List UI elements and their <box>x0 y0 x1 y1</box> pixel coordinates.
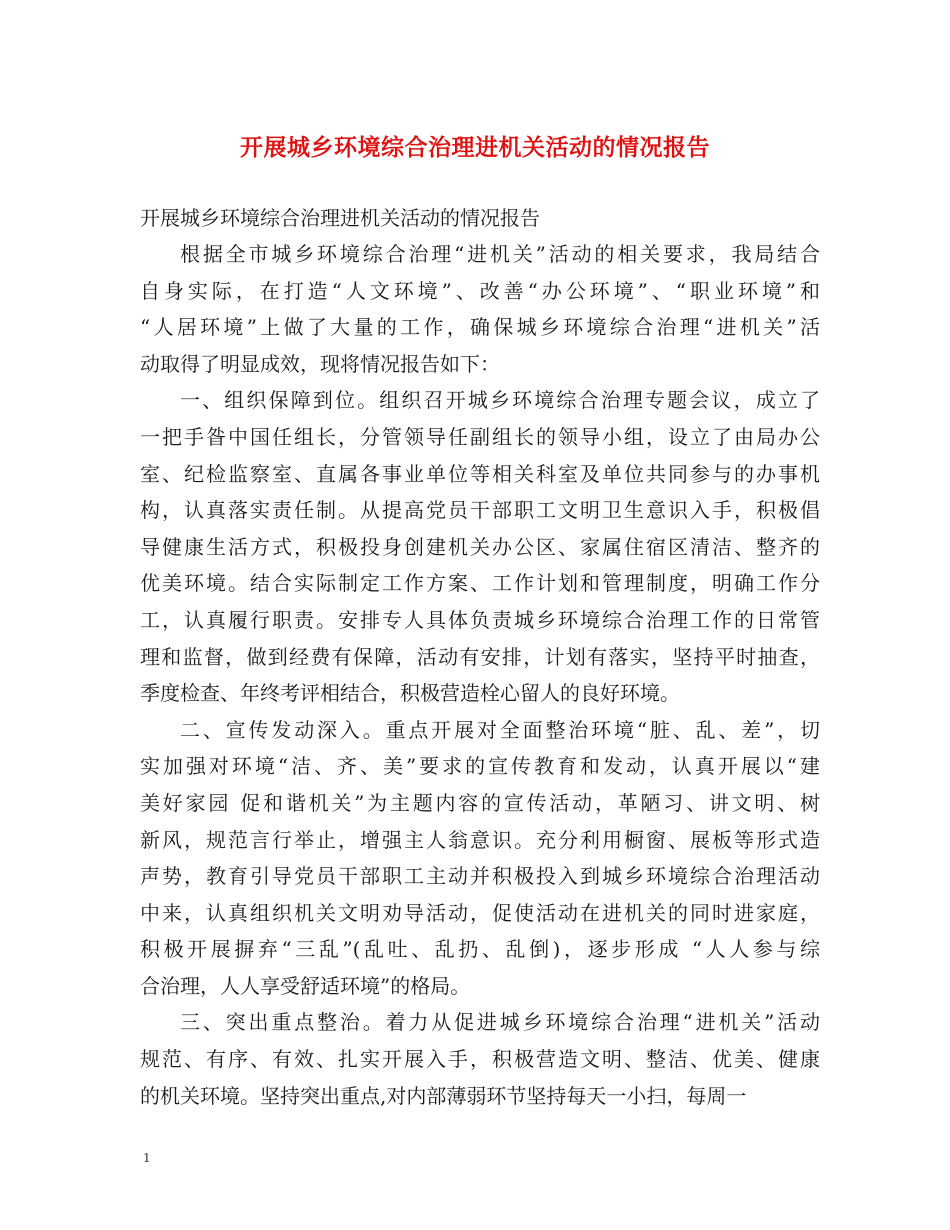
text-line: 二、宣传发动深入。重点开展对全面整治环境“脏、乱、差”，切 <box>180 717 820 742</box>
text-line: “人居环境”上做了大量的工作，确保城乡环境综合治理“进机关”活 <box>140 315 820 340</box>
text-line: 新风，规范言行举止，增强主人翁意识。充分利用橱窗、展板等形式造 <box>140 827 820 852</box>
text-line: 工，认真履行职责。安排专人具体负责城乡环境综合治理工作的日常管 <box>140 607 820 632</box>
text-line: 理和监督，做到经费有保障，活动有安排，计划有落实，坚持平时抽查， <box>140 644 820 669</box>
text-line: 的机关环境。坚持突出重点,对内部薄弱环节坚持每天一小扫，每周一 <box>140 1083 747 1108</box>
text-line: 积极开展摒弃“三乱”(乱吐、乱扔、乱倒)，逐步形成 “人人参与综 <box>140 937 820 962</box>
text-line: 规范、有序、有效、扎实开展入手，积极营造文明、整洁、优美、健康 <box>140 1047 820 1072</box>
text-line: 构，认真落实责任制。从提高党员干部职工文明卫生意识入手，积极倡 <box>140 498 820 523</box>
text-line: 声势，教育引导党员干部职工主动并积极投入到城乡环境综合治理活动 <box>140 864 820 889</box>
document-body <box>140 236 820 1114</box>
text-line: 一、组织保障到位。组织召开城乡环境综合治理专题会议，成立了 <box>180 388 820 413</box>
text-line: 根据全市城乡环境综合治理“进机关”活动的相关要求，我局结合 <box>180 242 820 266</box>
page-number: 1 <box>143 1151 151 1165</box>
text-line: 动取得了明显成效，现将情况报告如下： <box>140 351 500 376</box>
text-line: 三、突出重点整治。着力从促进城乡环境综合治理“进机关”活动 <box>180 1010 820 1035</box>
document-subtitle: 开展城乡环境综合治理进机关活动的情况报告 <box>140 206 540 230</box>
text-line: 导健康生活方式，积极投身创建机关办公区、家属住宿区清洁、整齐的 <box>140 534 820 559</box>
text-line: 合治理，人人享受舒适环境”的格局。 <box>140 973 471 998</box>
text-line: 自身实际，在打造“人文环境”、改善“办公环境”、“职业环境”和 <box>140 278 820 303</box>
document-title: 开展城乡环境综合治理进机关活动的情况报告 <box>240 134 710 161</box>
text-line: 一把手昝中国任组长，分管领导任副组长的领导小组，设立了由局办公 <box>140 424 820 449</box>
text-line: 季度检查、年终考评相结合，积极营造栓心留人的良好环境。 <box>140 681 680 706</box>
text-line: 美好家园 促和谐机关”为主题内容的宣传活动，革陋习、讲文明、树 <box>140 790 820 815</box>
text-line: 室、纪检监察室、直属各事业单位等相关科室及单位共同参与的办事机 <box>140 461 820 486</box>
text-line: 实加强对环境“洁、齐、美”要求的宣传教育和发动，认真开展以“建 <box>140 754 820 779</box>
text-line: 中来，认真组织机关文明劝导活动，促使活动在进机关的同时进家庭， <box>140 900 820 925</box>
text-line: 优美环境。结合实际制定工作方案、工作计划和管理制度，明确工作分 <box>140 571 820 596</box>
